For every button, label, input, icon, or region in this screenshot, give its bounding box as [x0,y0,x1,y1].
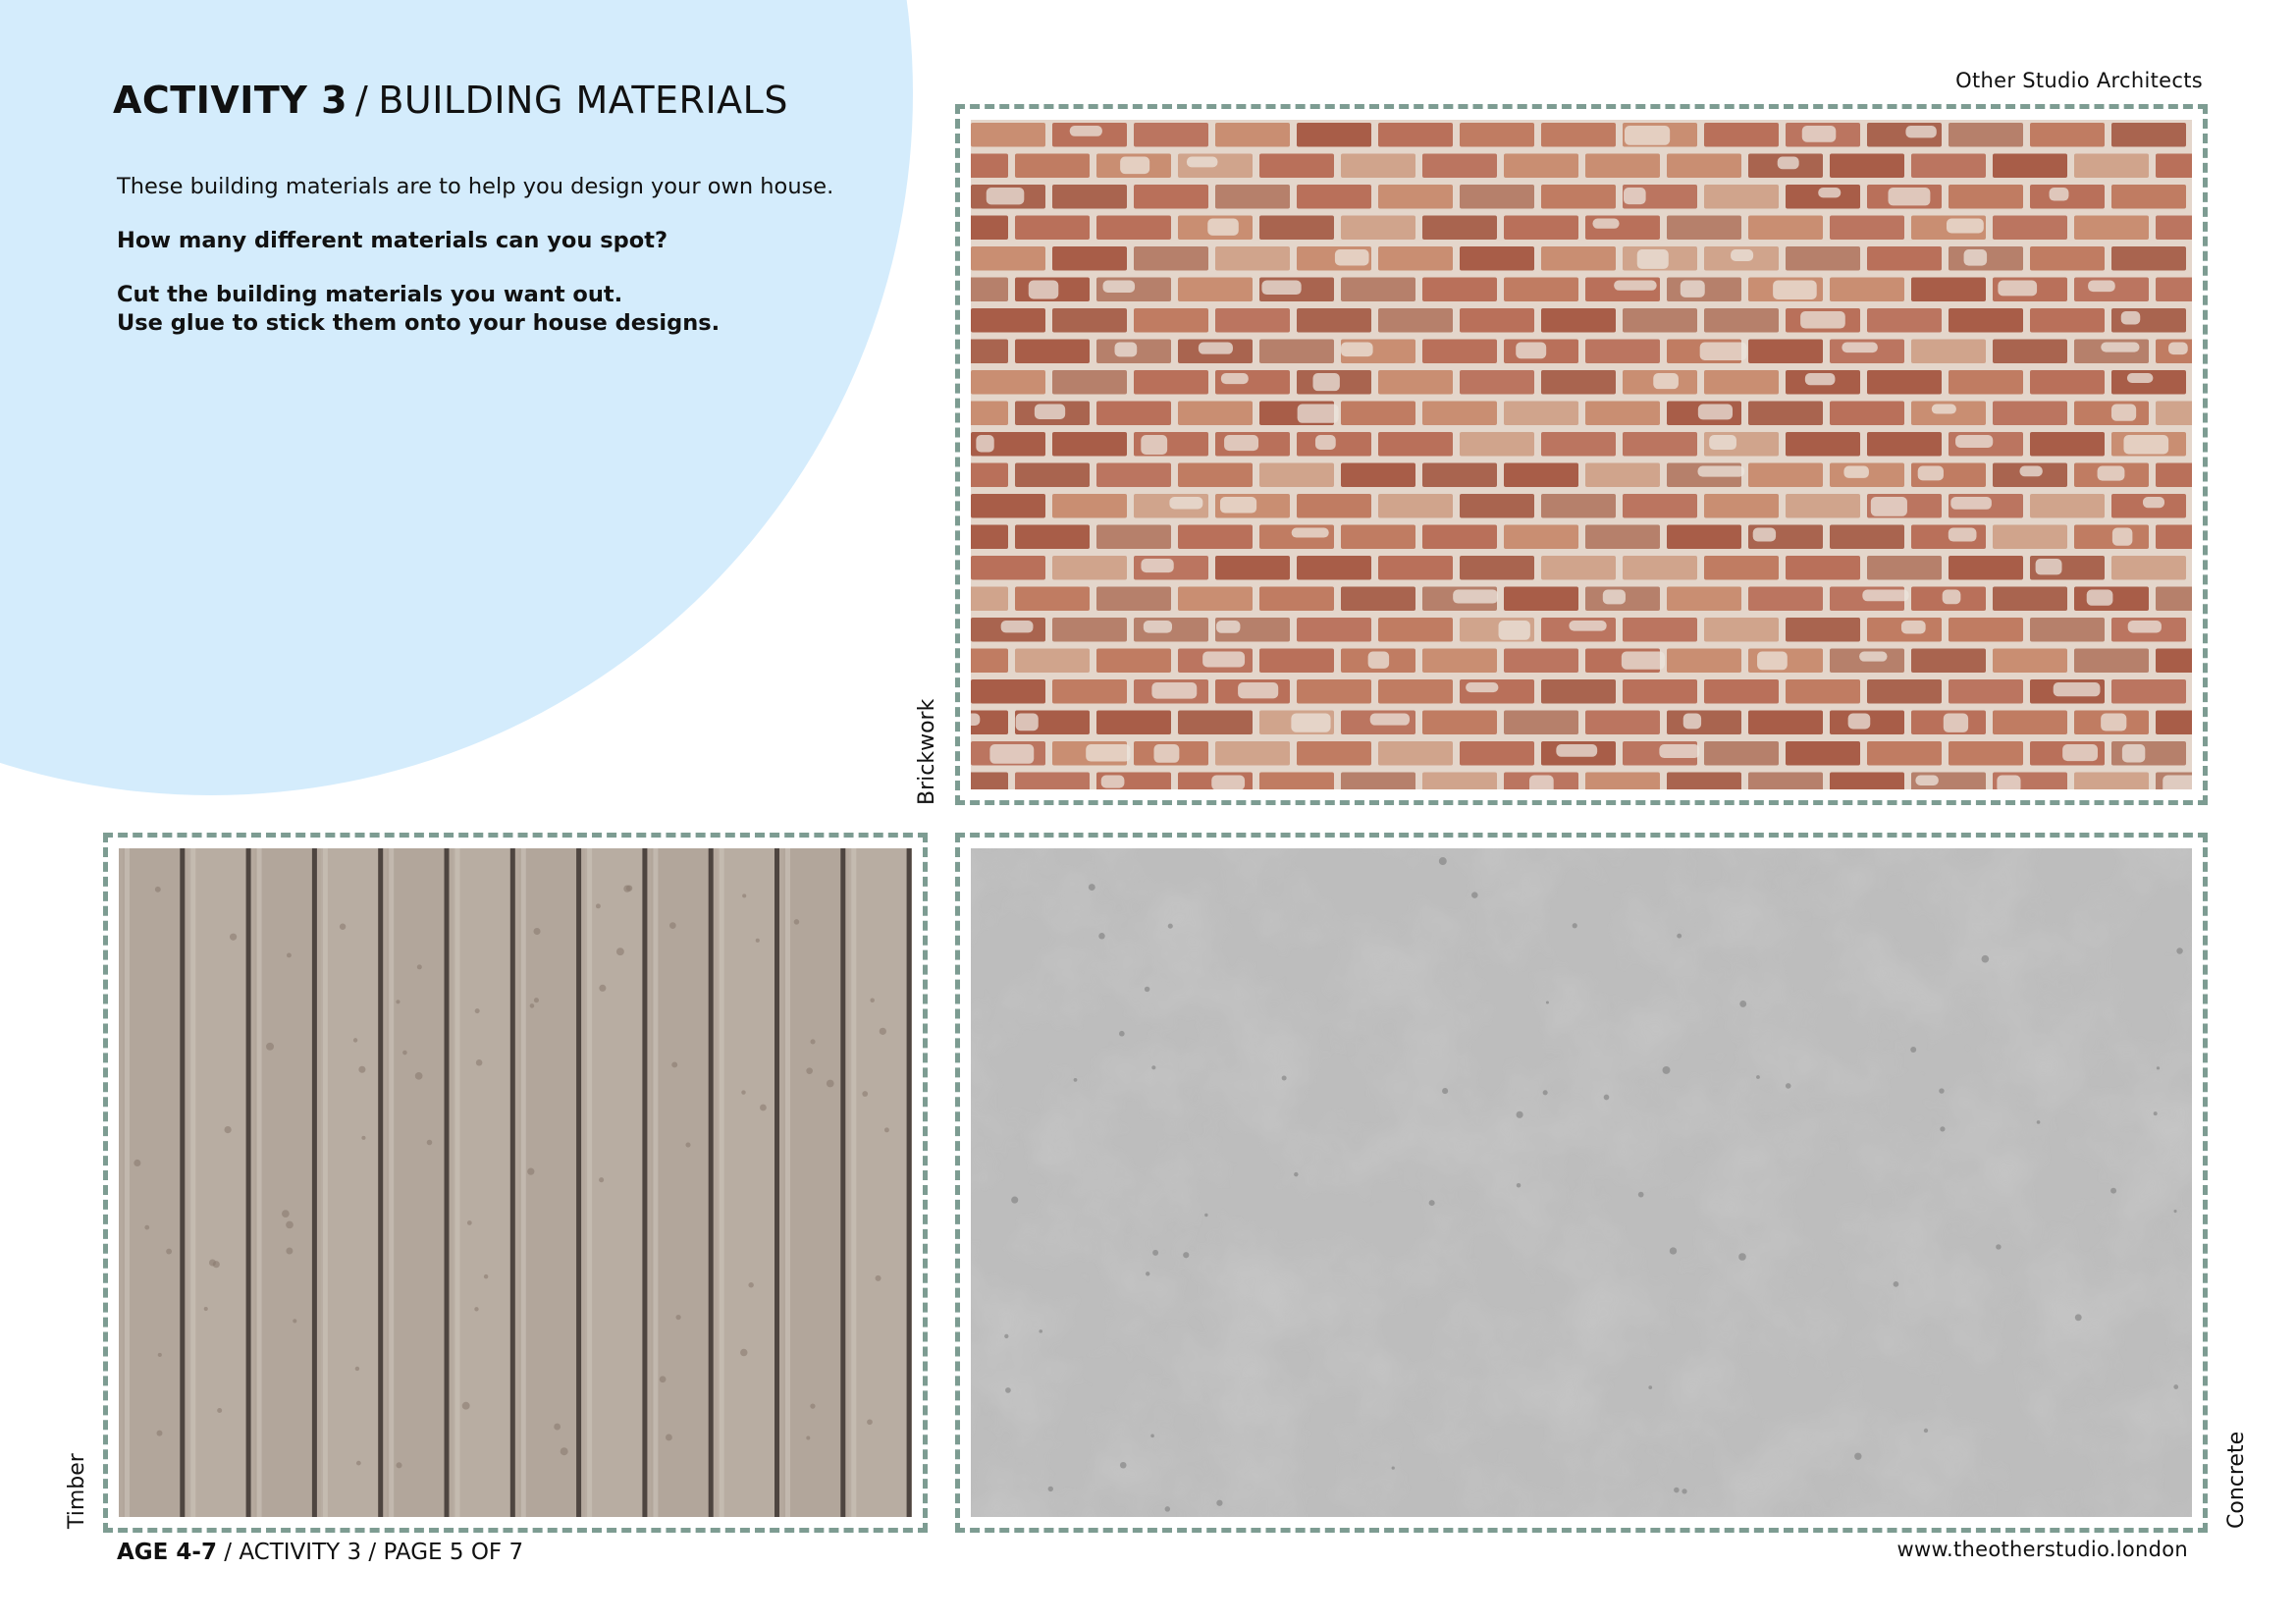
intro-text [117,173,922,363]
brickwork-texture [971,120,2192,789]
instruction-cut: Cut the building materials you want out. [117,282,623,307]
footer-activity-page: / ACTIVITY 3 / PAGE 5 OF 7 [216,1540,524,1565]
concrete-texture [971,848,2192,1517]
timber-texture [119,848,912,1517]
footer-page-info [117,1540,523,1565]
page-title [113,79,788,122]
title-slash: / [355,79,369,122]
concrete-image [971,848,2192,1517]
timber-image [119,848,912,1517]
intro-question: How many different materials can you spot? [117,228,668,253]
concrete-cutout[interactable] [955,833,2208,1533]
brickwork-image [971,120,2192,789]
title-activity: ACTIVITY 3 [113,79,348,122]
concrete-label: Concrete [2224,1431,2249,1529]
title-topic: BUILDING MATERIALS [378,79,788,122]
studio-name: Other Studio Architects [1955,69,2203,92]
brickwork-label: Brickwork [915,698,939,805]
instruction-glue: Use glue to stick them onto your house designs. [117,310,721,336]
brickwork-cutout[interactable] [955,104,2208,805]
footer-age: AGE 4-7 [117,1540,217,1565]
footer-url[interactable]: www.theotherstudio.london [1896,1538,2188,1561]
timber-cutout[interactable] [103,833,928,1533]
intro-line: These building materials are to help you design your own house. [117,174,834,199]
intro-instructions [117,281,922,338]
timber-label: Timber [65,1453,89,1529]
